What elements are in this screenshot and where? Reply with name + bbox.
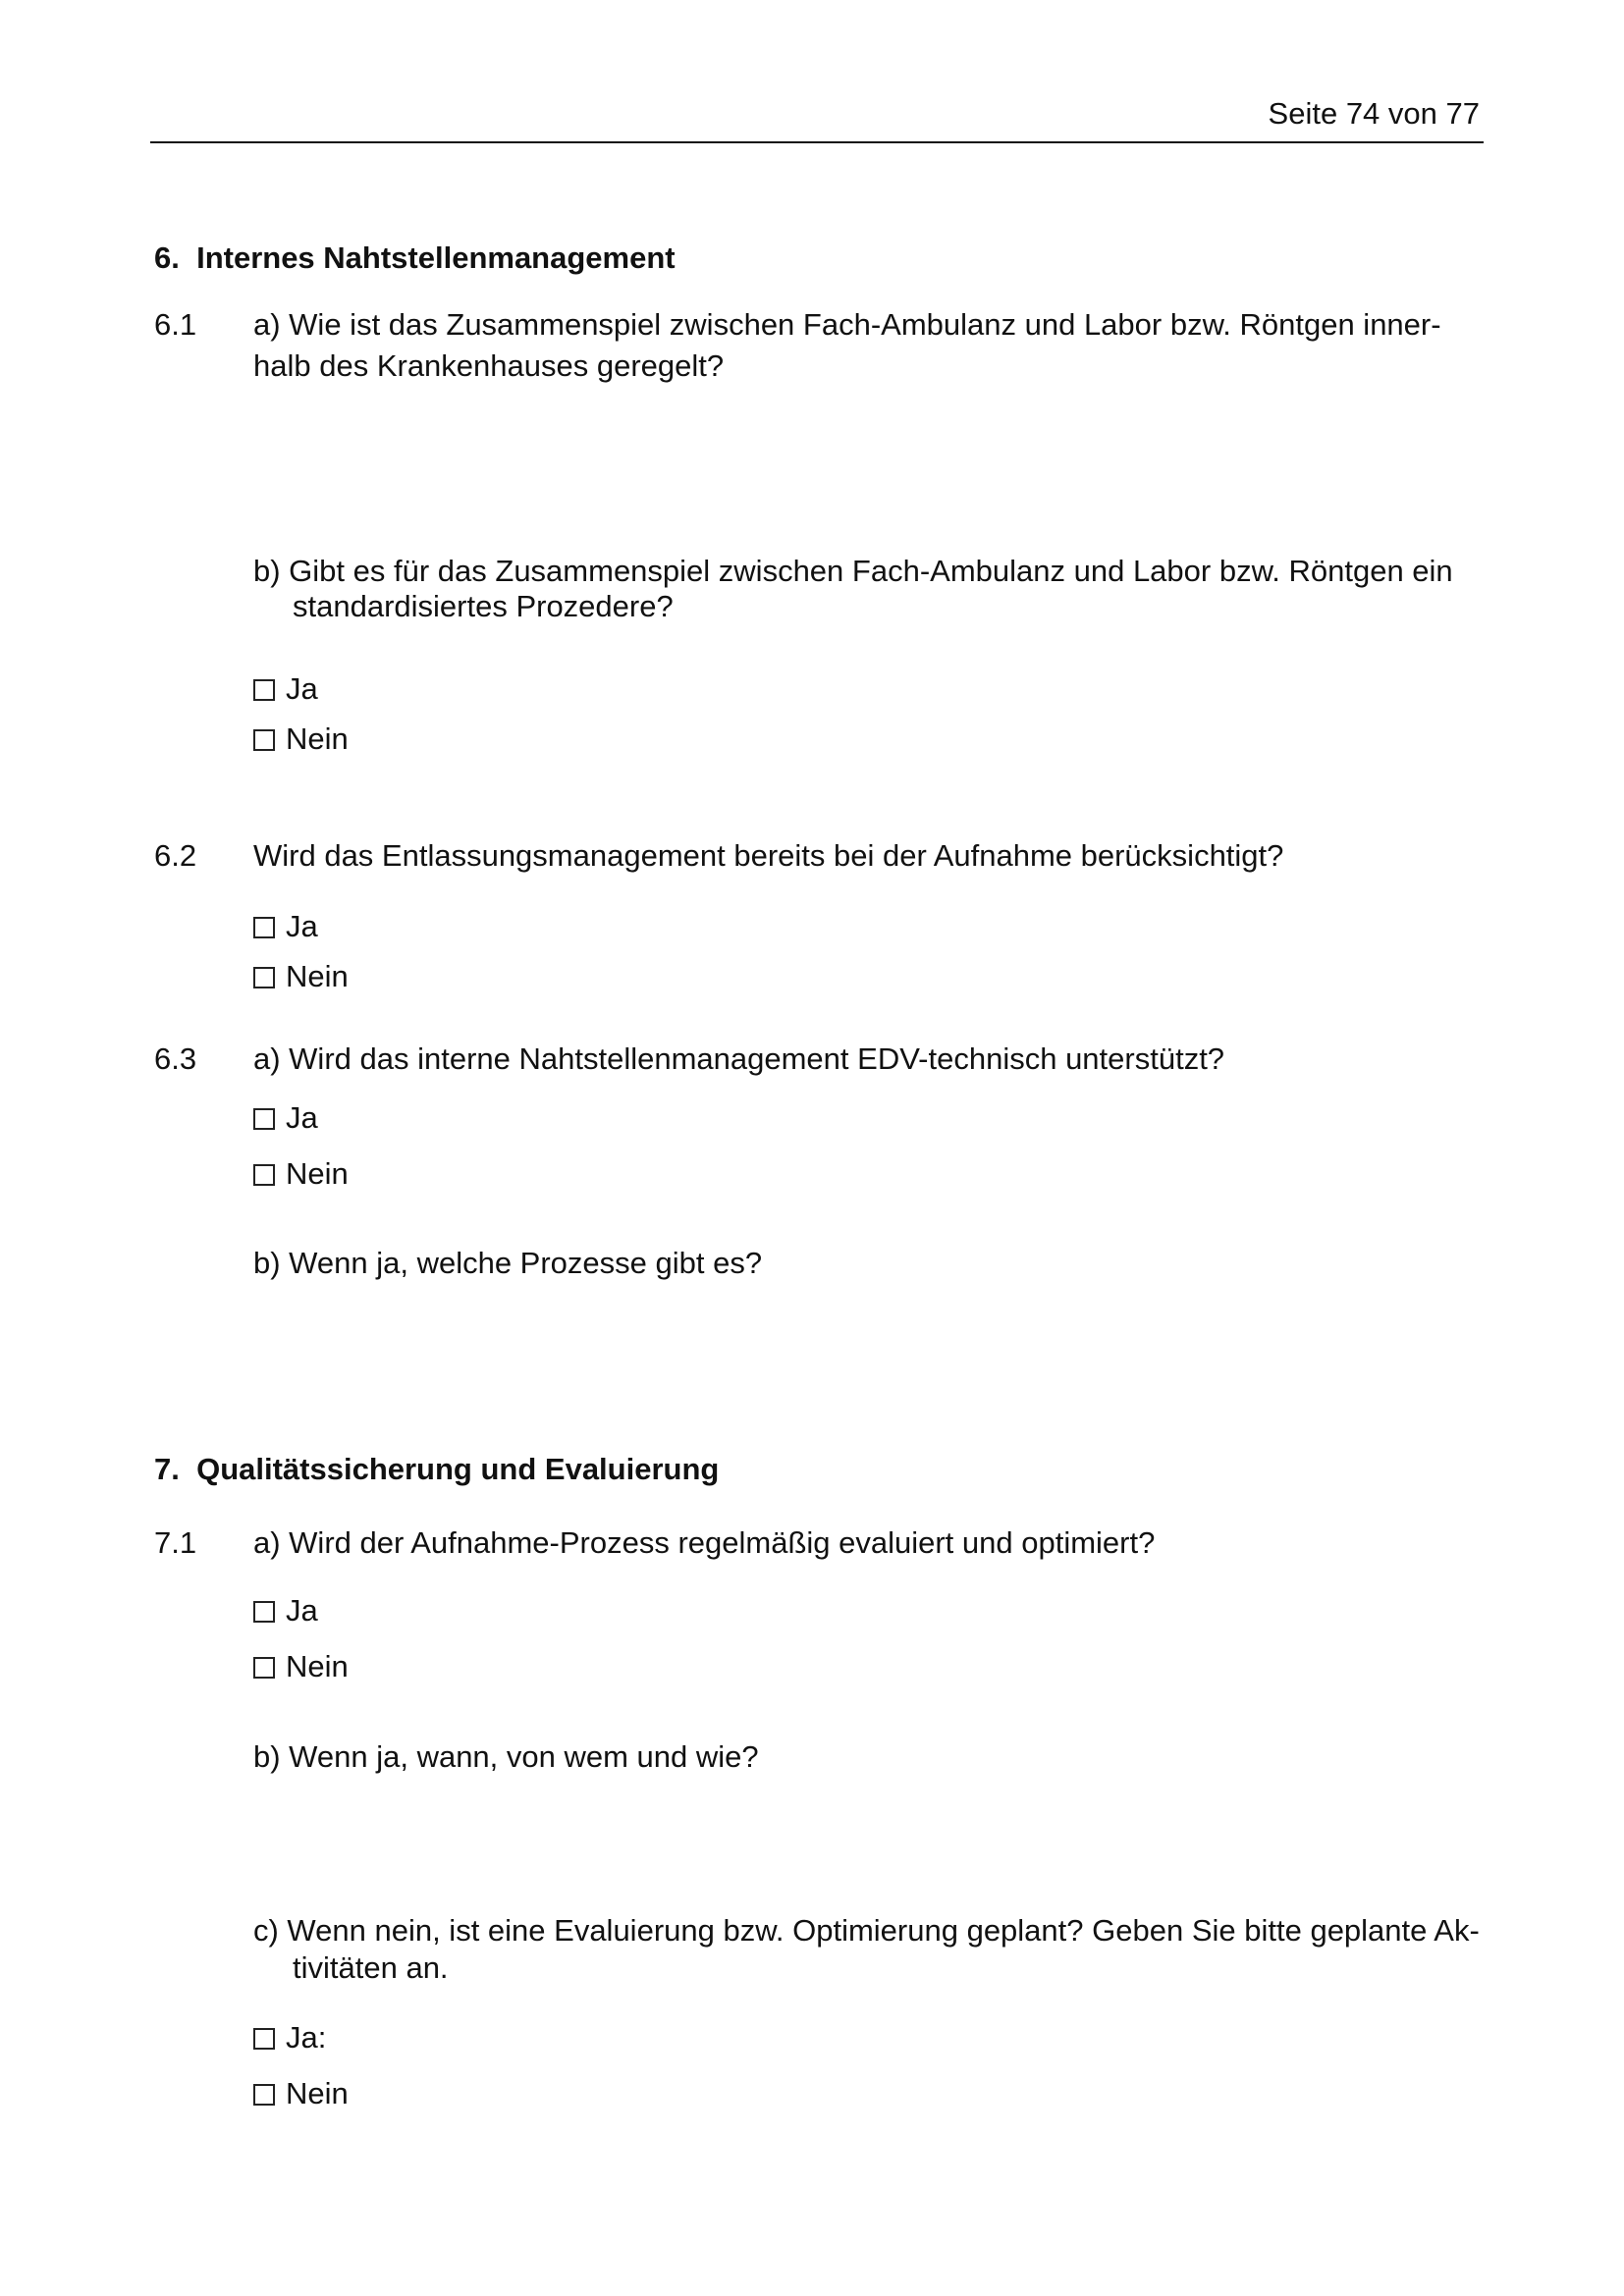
option-6-3-yes[interactable]	[253, 1099, 318, 1137]
question-7-1c-line1: c) Wenn nein, ist eine Evaluierung bzw. Optimierung geplant? Geben Sie bitte geplante Ak-	[253, 1913, 1480, 1948]
option-label: Nein	[286, 1649, 349, 1683]
option-label: Ja	[286, 1593, 318, 1628]
checkbox-icon[interactable]	[253, 679, 275, 701]
question-6-1b-line1: b) Gibt es für das Zusammenspiel zwischen Fach-Ambulanz und Labor bzw. Röntgen ein	[253, 554, 1453, 588]
question-6-2-text: Wird das Entlassungsmanagement bereits bei der Aufnahme berücksichtigt?	[253, 838, 1284, 873]
section-6-heading: 6. Internes Nahtstellenmanagement	[154, 240, 676, 275]
question-6-3-number: 6.3	[154, 1041, 197, 1076]
checkbox-icon[interactable]	[253, 1164, 275, 1186]
checkbox-icon[interactable]	[253, 1657, 275, 1679]
option-label: Ja	[286, 671, 318, 706]
option-6-3-no[interactable]	[253, 1155, 349, 1193]
checkbox-icon[interactable]	[253, 1108, 275, 1130]
question-7-1a-text: a) Wird der Aufnahme-Prozess regelmäßig evaluiert und optimiert?	[253, 1525, 1156, 1560]
section-7-heading: 7. Qualitätssicherung und Evaluierung	[154, 1452, 720, 1486]
option-label: Nein	[286, 2076, 349, 2110]
option-7-1a-yes[interactable]	[253, 1592, 318, 1629]
checkbox-icon[interactable]	[253, 967, 275, 988]
option-label: Ja	[286, 909, 318, 943]
option-7-1a-no[interactable]	[253, 1648, 349, 1685]
checkbox-icon[interactable]	[253, 729, 275, 751]
question-7-1c-line2: tivitäten an.	[293, 1950, 449, 1985]
question-6-1b-line2: standardisiertes Prozedere?	[293, 589, 674, 623]
question-6-3a-text: a) Wird das interne Nahtstellenmanagement EDV-technisch unterstützt?	[253, 1041, 1225, 1076]
question-6-1a-line2: halb des Krankenhauses geregelt?	[253, 348, 725, 383]
option-6-2-no[interactable]	[253, 958, 349, 995]
option-label: Nein	[286, 1156, 349, 1191]
question-6-1-number: 6.1	[154, 307, 197, 342]
option-label: Nein	[286, 721, 349, 756]
option-label: Ja	[286, 1100, 318, 1135]
question-6-2-number: 6.2	[154, 838, 197, 873]
checkbox-icon[interactable]	[253, 917, 275, 938]
option-6-1b-no[interactable]	[253, 721, 349, 758]
option-7-1c-no[interactable]	[253, 2075, 349, 2112]
question-6-3b-text: b) Wenn ja, welche Prozesse gibt es?	[253, 1246, 763, 1280]
checkbox-icon[interactable]	[253, 2028, 275, 2050]
option-6-1b-yes[interactable]	[253, 670, 318, 708]
option-label: Ja:	[286, 2020, 327, 2055]
checkbox-icon[interactable]	[253, 1601, 275, 1623]
option-6-2-yes[interactable]	[253, 908, 318, 945]
option-label: Nein	[286, 959, 349, 993]
page-number: Seite 74 von 77	[1268, 96, 1480, 131]
checkbox-icon[interactable]	[253, 2084, 275, 2106]
option-7-1c-yes[interactable]	[253, 2019, 326, 2056]
question-6-1a-line1: a) Wie ist das Zusammenspiel zwischen Fach-Ambulanz und Labor bzw. Röntgen inner-	[253, 307, 1441, 342]
question-7-1b-text: b) Wenn ja, wann, von wem und wie?	[253, 1739, 759, 1774]
question-7-1-number: 7.1	[154, 1525, 197, 1560]
header-rule	[150, 141, 1484, 143]
